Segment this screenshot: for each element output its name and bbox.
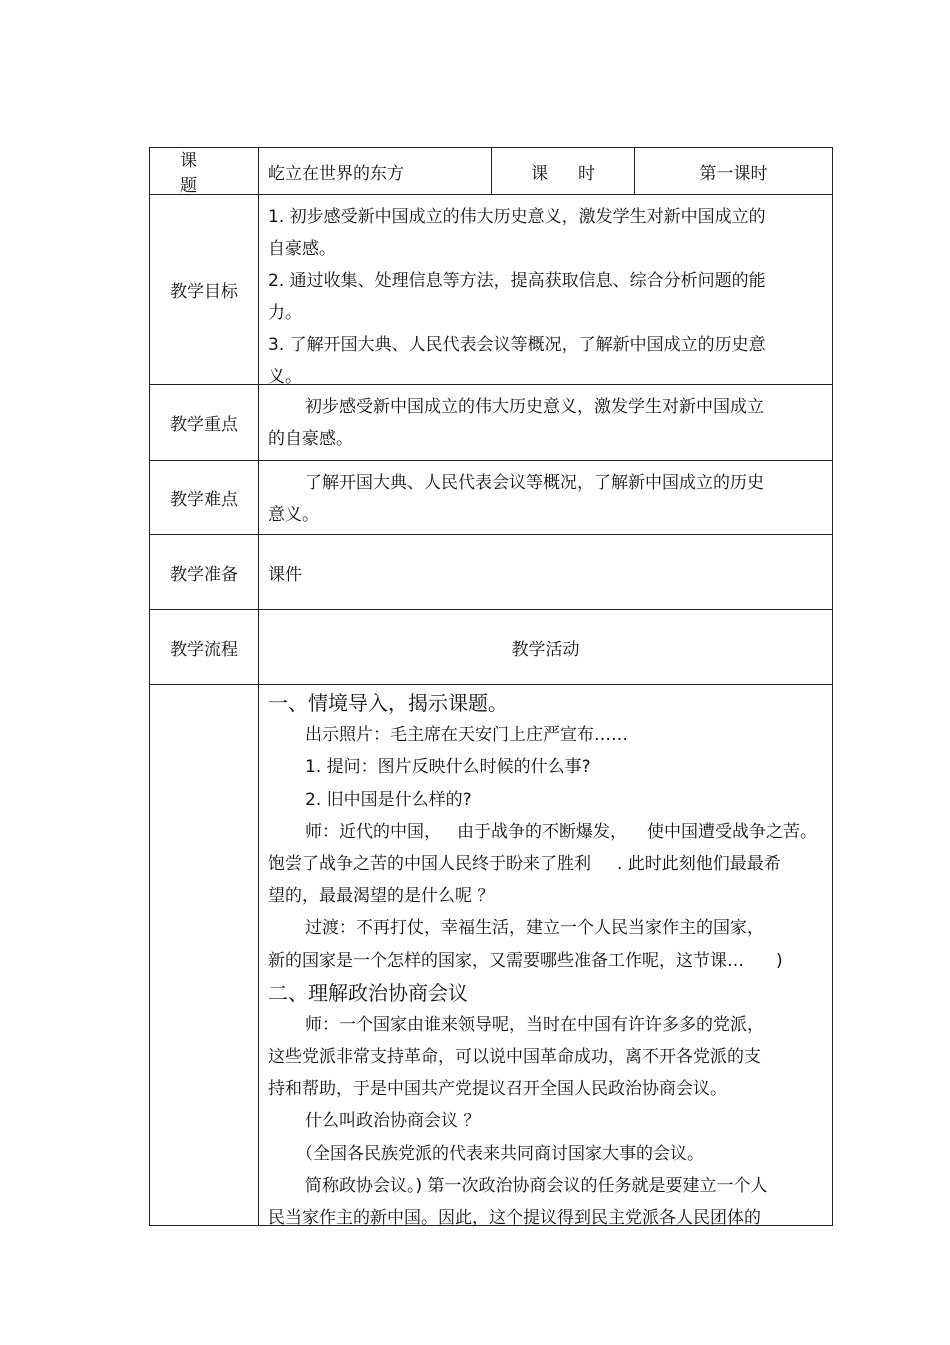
paragraph-line <box>268 945 822 977</box>
flow-steps-cell <box>150 685 259 1226</box>
period-label: 课时 <box>531 163 625 184</box>
paragraph-line: 望的，最最渴望的是什么呢 ？ <box>268 886 495 907</box>
difficulties-line: 意义。 <box>268 505 319 525</box>
text-fragment: . 此时此刻他们最最希 <box>617 853 781 874</box>
text-fragment: 由于战争的不断爆发， <box>457 821 627 842</box>
text-fragment: 饱尝了战争之苦的中国人民终于盼来了胜利 <box>268 853 591 874</box>
activities-header-cell <box>259 610 833 685</box>
activities-header: 教学活动 <box>511 639 580 660</box>
text-fragment: ) <box>776 950 783 971</box>
objective-line: 1. 初步感受新中国成立的伟大历史意义，激发学生对新中国成立的 <box>268 207 766 227</box>
section-title: 二、理解政治协商会议 <box>268 980 468 1005</box>
key-points-label-cell <box>150 385 259 461</box>
key-points-line: 的自豪感。 <box>268 429 353 449</box>
paragraph-line: 民当家作主的新中国。因此，这个提议得到民主党派各人民团体的 <box>268 1208 761 1228</box>
key-points-content <box>259 385 833 461</box>
period-label-cell <box>492 148 635 195</box>
text-fragment: 使中国遭受战争之苦。 <box>647 821 817 842</box>
preparation-label-cell <box>150 535 259 610</box>
paragraph-line: 持和帮助，于是中国共产党提议召开全国人民政治协商会议。 <box>268 1079 727 1100</box>
preparation-content <box>259 535 833 610</box>
objectives-content <box>259 195 833 385</box>
text-fragment: 新的国家是一个怎样的国家，又需要哪些准备工作呢，这节课… <box>268 950 744 971</box>
paragraph-line: 出示照片：毛主席在天安门上庄严宣布…… <box>305 725 628 746</box>
topic-label: 课题 <box>180 151 227 196</box>
difficulties-label: 教学难点 <box>170 490 238 510</box>
flow-label: 教学流程 <box>170 639 238 660</box>
paragraph-line <box>268 848 822 880</box>
period-value: 第一课时 <box>699 163 768 184</box>
paragraph-line: 过渡：不再打仗，幸福生活，建立一个人民当家作主的国家， <box>305 918 764 939</box>
difficulties-label-cell <box>150 461 259 535</box>
objective-line: 力。 <box>268 303 302 323</box>
paragraph-line: 简称政协会议。) 第一次政治协商会议的任务就是要建立一个人 <box>305 1175 768 1196</box>
preparation-label: 教学准备 <box>170 564 238 585</box>
paragraph-line: 1. 提问：图片反映什么时候的什么事? <box>305 757 591 778</box>
preparation-value: 课件 <box>268 564 302 585</box>
objective-line: 2. 通过收集、处理信息等方法，提高获取信息、综合分析问题的能 <box>268 271 766 291</box>
key-points-line: 初步感受新中国成立的伟大历史意义，激发学生对新中国成立 <box>305 397 764 417</box>
topic-label-cell <box>150 148 259 195</box>
difficulties-line: 了解开国大典、人民代表会议等概况，了解新中国成立的历史 <box>305 473 764 493</box>
paragraph-line: 什么叫政治协商会议 ？ <box>305 1111 481 1132</box>
text-fragment: 师：近代的中国， <box>305 821 441 842</box>
objectives-label: 教学目标 <box>170 282 238 302</box>
lesson-plan-table <box>149 147 833 1226</box>
difficulties-content <box>259 461 833 535</box>
objective-line: 3. 了解开国大典、人民代表会议等概况，了解新中国成立的历史意 <box>268 335 766 355</box>
paragraph-line <box>268 816 822 848</box>
objective-line: 自豪感。 <box>268 239 336 259</box>
paragraph-line: （全国各民族党派的代表来共同商讨国家大事的会议。 <box>296 1143 704 1164</box>
paragraph-line: 这些党派非常支持革命，可以说中国革命成功，离不开各党派的支 <box>268 1047 761 1068</box>
activities-content <box>259 685 833 1226</box>
flow-label-cell <box>150 610 259 685</box>
objective-line: 义。 <box>268 367 302 387</box>
topic-value: 屹立在世界的东方 <box>268 163 404 184</box>
paragraph-line: 师：一个国家由谁来领导呢，当时在中国有许许多多的党派， <box>305 1014 764 1035</box>
objectives-label-cell <box>150 195 259 385</box>
period-value-cell <box>635 148 833 195</box>
topic-value-cell <box>259 148 492 195</box>
key-points-label: 教学重点 <box>170 415 238 435</box>
section-title: 一、情境导入，揭示课题。 <box>268 691 508 715</box>
paragraph-line: 2. 旧中国是什么样的? <box>305 789 472 810</box>
